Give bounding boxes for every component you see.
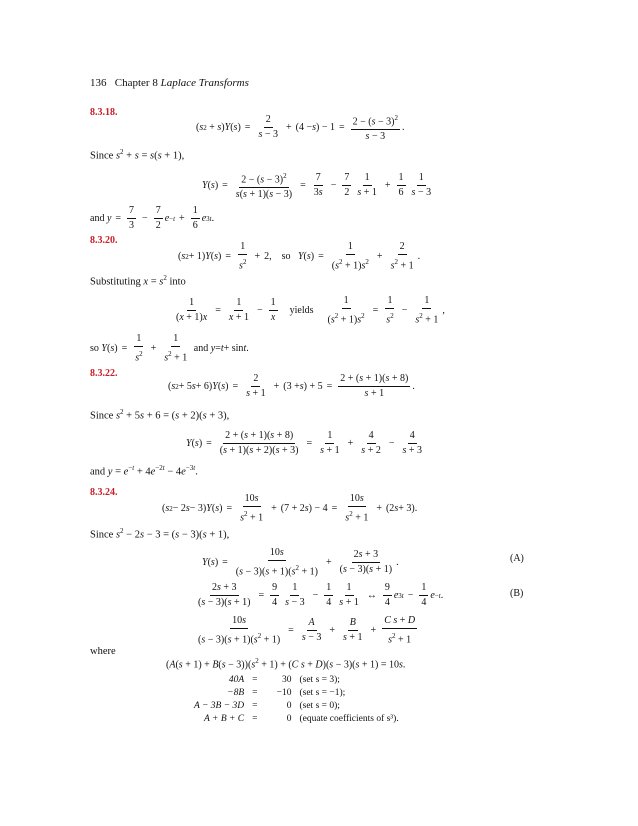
equation-8-3-24-d: $\frac{10s}{(s - 3)(s + 1)(s^2 + 1)}$ = $\frac{A}{s - 3}$ + $\frac{B}{s + 1}$ + $\frac{\text{C s + D}}{s^2 + 1}$ — [198, 615, 416, 646]
equation-8-3-18-b: Y ( s ) = $\frac{2 - (s - 3)^2}{s(s + 1)(s - 3)}$ = $\frac{7}{3s}$ − $\frac{7}{2}$ $\frac{1}{s + 1}$ + $\frac{1}{6}$ $\frac{1}{s - 3}$ — [202, 172, 432, 201]
equation-8-3-24-a: ( s 2 − 2 s − 3) Y ( s ) = $\frac{10s}{s^2 + 1}$ + (7 + 2 s ) − 4 = $\frac{10s}{s^2 + 1}$ + (2 s + 3). — [162, 493, 418, 524]
problem-label-8-3-20: 8.3.20. — [90, 235, 118, 246]
equation-tag-b: (B) — [510, 588, 524, 599]
equation-8-3-24-b: Y ( s ) = $\frac{10s}{(s - 3)(s + 1)(s^2 + 1)}$ + $\frac{2s + 3}{(s - 3)(s + 1)}$ . — [202, 547, 399, 578]
chapter-label: Chapter 8 — [114, 77, 158, 89]
equation-8-3-18-a: ( s 2 + s ) Y ( s ) = $\frac{2}{s - 3}$ + (4 − s ) − 1 = $\frac{2 - (s - 3)^2}{s - 3}$ . — [196, 114, 405, 143]
page-header — [90, 77, 249, 89]
solution-8-3-22: and $y = e^{-t} + 4e^{-2t} - 4e^{-3t}$. — [90, 464, 198, 478]
text-since-3: Since $s^2 - 2s - 3 = (s - 3)(s + 1)$, — [90, 527, 230, 541]
solution-8-3-18: and y = $\frac{7}{3}$ − $\frac{7}{2}$ e −t + $\frac{1}{6}$ e 3t . — [90, 205, 215, 231]
text-since-1: Since $s^2 + s = s(s + 1)$, — [90, 148, 185, 162]
problem-label-8-3-18: 8.3.18. — [90, 107, 118, 118]
equation-8-3-24-e: $(A(s + 1) + B(s - 3))(s^2 + 1) + (C$ s + D)(s − 3)(s + 1) = 10s. — [166, 657, 406, 671]
equation-8-3-24-c: $\frac{2s + 3}{(s - 3)(s + 1)}$ = $\frac{9}{4}$ $\frac{1}{s - 3}$ − $\frac{1}{4}$ $\frac{1}{s + 1}$ ↔ $\frac{9}{4}$ e 3t − $\frac{1}{4}$ e −t . — [198, 582, 444, 608]
chapter-title: Laplace Transforms — [160, 77, 249, 89]
system-row: A − 3B − 3D = 0 (set s = 0); — [194, 701, 340, 711]
linear-system — [190, 674, 403, 726]
system-row: 40A = 30 (set s = 3); — [228, 675, 340, 685]
system-row: −8B = −10 (set s = −1); — [227, 688, 346, 698]
equation-8-3-20-a: ( s 2 + 1) Y ( s ) = $\frac{1}{s^2}$ + 2, so Y ( s ) = $\frac{1}{(s^2 + 1)s^2}$ + $\frac{2}{s^2 + 1}$ . — [178, 241, 421, 272]
page-number: 136 — [90, 77, 107, 89]
equation-8-3-22-b: Y ( s ) = $\frac{2 + (s + 1)(s + 8)}{(s + 1)(s + 2)(s + 3)}$ = $\frac{1}{s + 1}$ + $\frac{4}{s + 2}$ − $\frac{4}{s + 3}$ — [186, 430, 423, 456]
text-since-2: Since $s^2 + 5s + 6 = (s + 2)(s + 3)$, — [90, 408, 230, 422]
system-row: A + B + C = 0 (equate coefficients of s³). — [204, 714, 399, 724]
equation-8-3-20-b: $\frac{1}{(x + 1)x}$ = $\frac{1}{x + 1}$ − $\frac{1}{x}$ yields $\frac{1}{(s^2 + 1)s^2}$ = $\frac{1}{s^2}$ − $\frac{1}{s^2 + 1}$ , — [176, 295, 445, 326]
equation-8-3-22-a: ( s 2 + 5 s + 6) Y ( s ) = $\frac{2}{s + 1}$ + (3 + s ) + 5 = $\frac{2 + (s + 1)(s + 8)}{s + 1}$ . — [168, 373, 415, 399]
text-substituting: Substituting $x = s^2$ into — [90, 274, 186, 288]
equation-tag-a: (A) — [510, 553, 524, 564]
text-where: where — [90, 646, 116, 657]
problem-label-8-3-22: 8.3.22. — [90, 368, 118, 379]
problem-label-8-3-24: 8.3.24. — [90, 487, 118, 498]
solution-8-3-20: so Y ( s ) = $\frac{1}{s^2}$ + $\frac{1}{s^2 + 1}$ and y = t + sin t . — [90, 333, 249, 364]
